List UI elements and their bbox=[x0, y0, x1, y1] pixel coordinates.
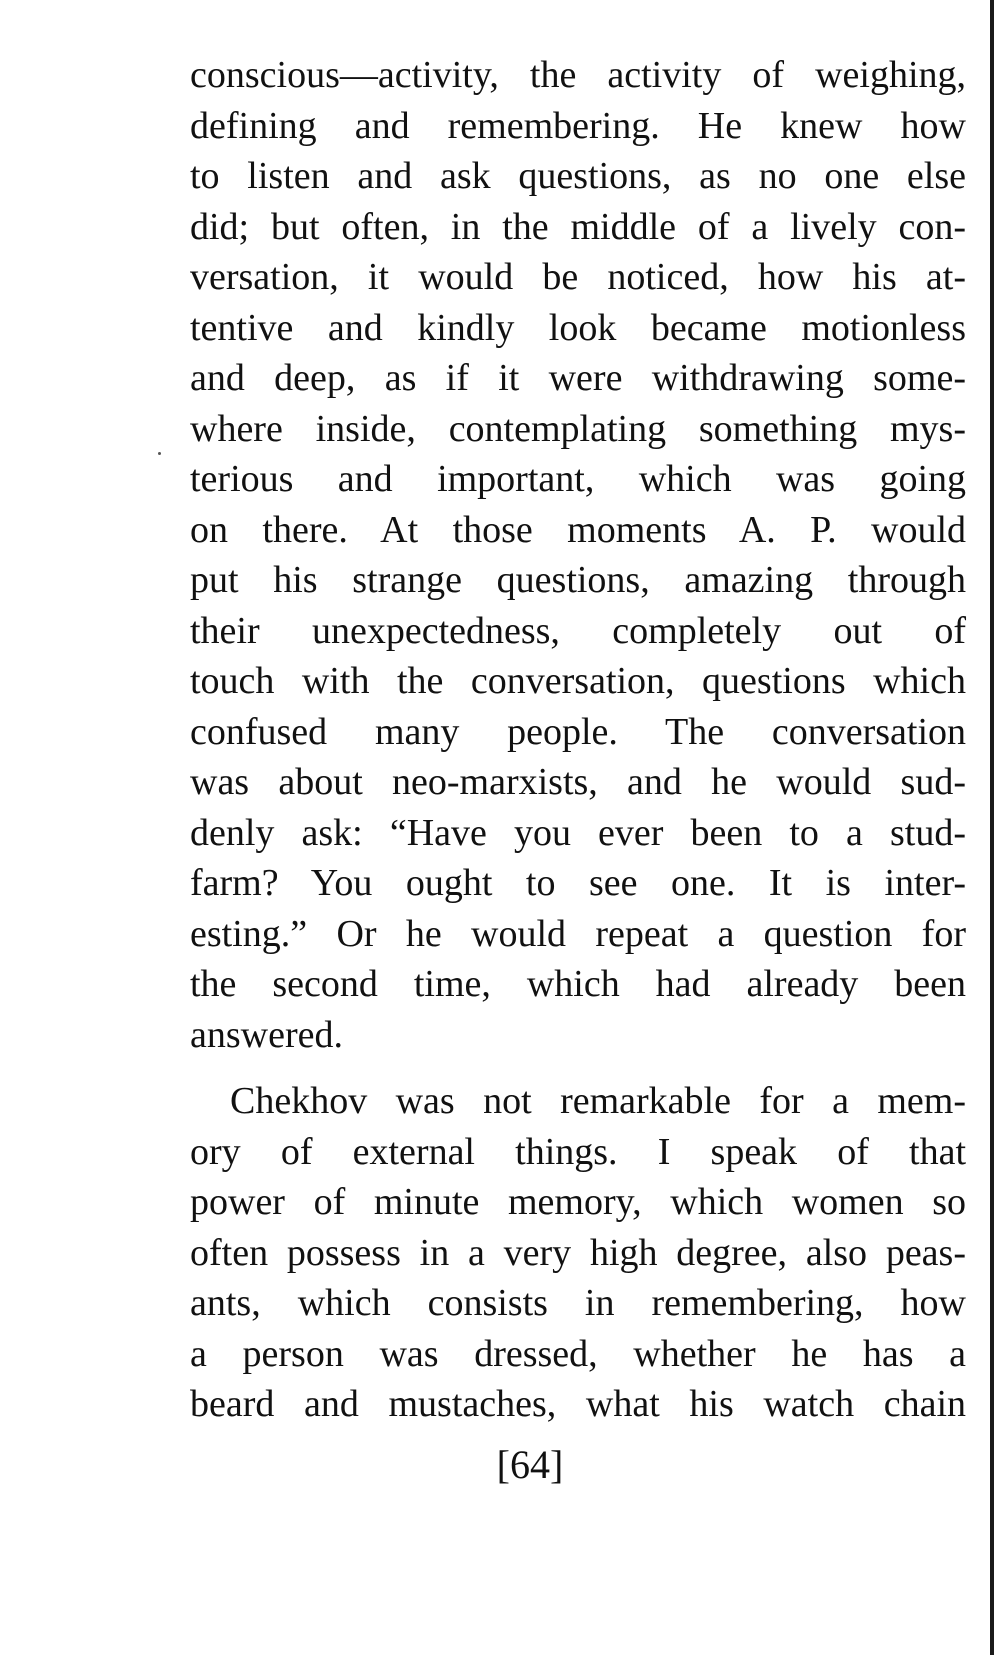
text-line: versation, it would be noticed, how his at- bbox=[190, 256, 966, 298]
paragraph-gap bbox=[190, 1060, 966, 1076]
text-line: and deep, as if it were withdrawing some- bbox=[190, 357, 966, 399]
text-line: where inside, contemplating something mys- bbox=[190, 407, 966, 450]
text-line: often possess in a very high degree, also peas- bbox=[190, 1231, 966, 1274]
text-line: power of minute memory, which women so bbox=[190, 1181, 966, 1223]
text-line: a person was dressed, whether he has a bbox=[190, 1332, 966, 1375]
text-line: denly ask: “Have you ever been to a stud- bbox=[190, 811, 966, 854]
text-line: ants, which consists in remembering, how bbox=[190, 1282, 966, 1324]
text-line: Chekhov was not remarkable for a mem- bbox=[230, 1080, 966, 1122]
text-line: to listen and ask questions, as no one else bbox=[190, 155, 966, 197]
text-line: farm? You ought to see one. It is inter- bbox=[190, 862, 966, 904]
text-line: ory of external things. I speak of that bbox=[190, 1130, 966, 1173]
text-line: conscious—activity, the activity of weighing, bbox=[190, 54, 966, 96]
text-line: beard and mustaches, what his watch chain bbox=[190, 1383, 966, 1425]
text-line: touch with the conversation, questions which bbox=[190, 660, 966, 702]
text-line: terious and important, which was going bbox=[190, 458, 966, 500]
paragraph-2 bbox=[190, 1076, 966, 1430]
text-line: on there. At those moments A. P. would bbox=[190, 508, 966, 551]
text-line: defining and remembering. He knew how bbox=[190, 104, 966, 147]
text-line: did; but often, in the middle of a lively con- bbox=[190, 205, 966, 248]
text-line: confused many people. The conversation bbox=[190, 710, 966, 753]
text-line: their unexpectedness, completely out of bbox=[190, 609, 966, 652]
text-line: tentive and kindly look became motionless bbox=[190, 306, 966, 349]
body-text bbox=[190, 50, 966, 1430]
page-edge-rule bbox=[990, 0, 994, 1655]
text-line: was about neo-marxists, and he would sud- bbox=[190, 761, 966, 803]
stray-ink-mark bbox=[158, 452, 161, 455]
text-line: the second time, which had already been bbox=[190, 963, 966, 1005]
page-number: [64] bbox=[496, 1442, 564, 1487]
text-line: put his strange questions, amazing through bbox=[190, 559, 966, 601]
text-line: esting.” Or he would repeat a question for bbox=[190, 912, 966, 955]
paragraph-1 bbox=[190, 50, 966, 1060]
text-line: answered. bbox=[190, 1013, 343, 1056]
